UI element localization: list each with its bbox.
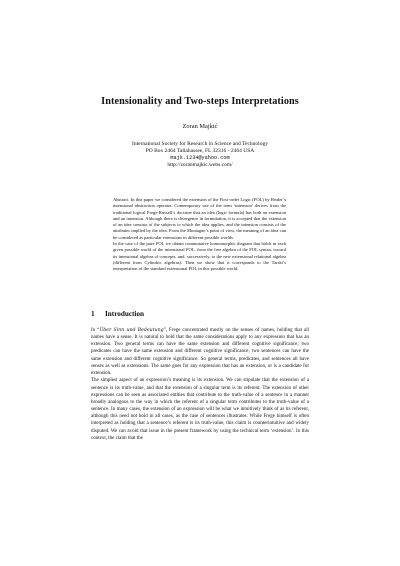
affiliation-address: PO Box 2464 Tallahassee, FL 32316 - 2464 USA [145, 148, 255, 155]
author-name: Zoran Majkić [182, 123, 218, 130]
affiliation-org: International Society for Research in Science and Technology [132, 141, 268, 147]
author-email: majk.1234@yahoo.com [170, 155, 230, 162]
abstract-label: Abstract. [113, 197, 130, 202]
abstract-text-1: In this paper we considered the extension of the First-order Logic (FOL) by Bealer’s intensional abstraction operator. Contemporary use of the term ‘intension’ derives from the traditional logical Frege-Russell’s doctrine that an idea (logic formula) has both an extension and an intension. Although there is divergence in formulation, it is accepted that the extension of an idea consists of the subjects to which the idea applies, and the intension consists of the attributes implied by the idea. From the Montague’s point of view, the meaning of an idea can be considered as particular extensions in different possible worlds. [113, 197, 286, 240]
frege-work-title: Über Sinn und Bedeutung [99, 328, 164, 333]
abstract-paragraph-2: In the case of the pure FOL we obtain commutative homomorphic diagram that holds in each given possible world of the intensional FOL, from the free algebra of the FOL syntax, toward its intensional algebra of concepts, and, successively, to the new extensional relational algebra (different from Cylindric algebras). Then we show that it corresponds to the Tarski’s interpretation of the standard extensional FOL in this possible world. [113, 241, 286, 272]
author-url: http://zoranmajkic.webs.com/ [167, 162, 233, 169]
abstract-paragraph-1 [113, 197, 286, 241]
section-heading [91, 310, 321, 318]
abstract [113, 197, 286, 273]
body-text-lead: In “ [91, 328, 100, 333]
section-title: Introduction [105, 310, 145, 318]
body-text-rest: ”, Frege concentrated mostly on the senses of names, holding that all names have a sense. It is natural to hold that the same considerations apply to any expression that has an extension. Two general terms can have the same extension and different cognitive significance; two predicates can have the same extension and different cognitive significance; two sentences can have the same extension and different cognitive significance. So general terms, predicates, and sentences all have senses as well as extensions. The same goes for any expression that has an extension, or is a candidate for extension. [91, 328, 309, 376]
body-text [91, 327, 309, 442]
section-number: 1 [91, 310, 95, 318]
author-affiliation [0, 141, 400, 169]
body-paragraph-2: The simplest aspect of an expression’s meaning is its extension. We can stipulate that the extension of a sentence is its truth-value, and that the extension of a singular term is its referent. The extension of other expressions can be seen as associated entities that contribute to the truth-value of a sentence in a manner broadly analogous to the way in which the referent of a singular term contributes to the truth-value of a sentence. In many cases, the extension of an expression will be what we intuitively think of as its referent, although this need not hold in all cases, as the case of sentences illustrates. While Frege himself is often interpreted as holding that a sentence’s referent is its truth-value, this claim is counterintuitive and widely disputed. We can avoid that issue in the present framework by using the technical term ‘extension’. In this context, the claim that the [91, 378, 309, 441]
body-paragraph-1 [91, 327, 309, 377]
paper-title: Intensionality and Two-steps Interpretations [101, 96, 299, 107]
